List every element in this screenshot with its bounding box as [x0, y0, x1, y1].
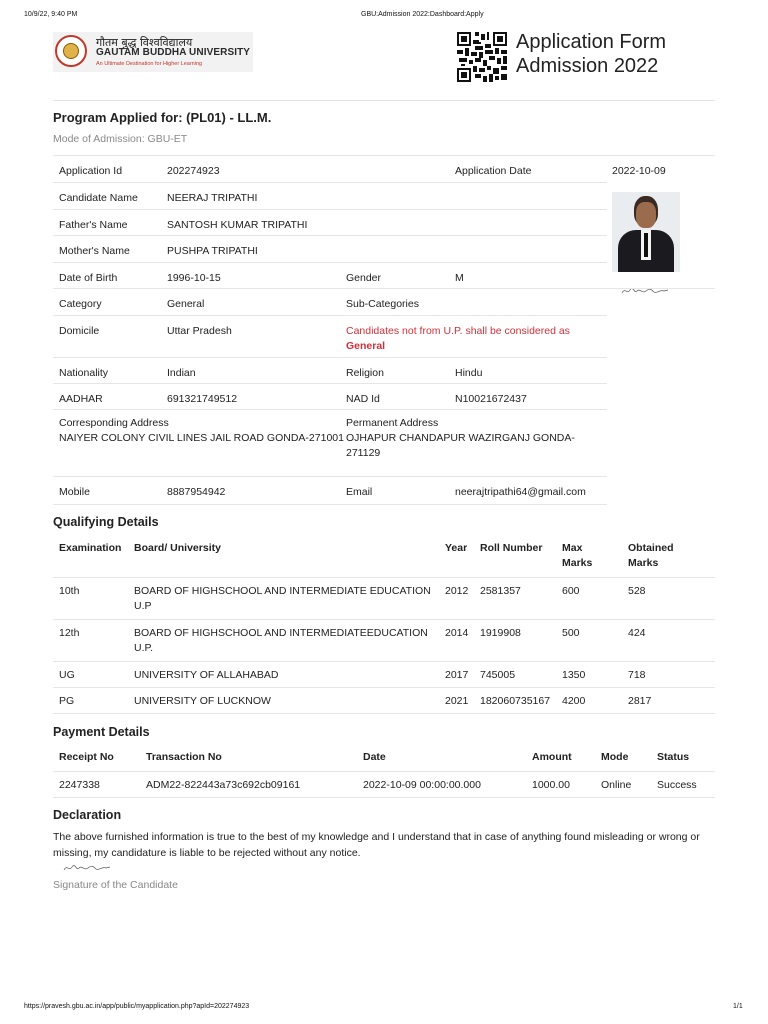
candidate-name-value: NEERAJ TRIPATHI: [167, 192, 258, 204]
table-end: [53, 713, 715, 714]
qualifying-header-max-1: Max: [562, 542, 583, 554]
qualifying-title: Qualifying Details: [53, 515, 159, 529]
qualifying-header-obtained: [628, 541, 674, 571]
father-name-label: Father's Name: [59, 219, 128, 231]
qualifying-header-max: [562, 541, 592, 571]
corr-address-label: Corresponding Address: [59, 417, 169, 429]
form-title-line1: Application Form: [516, 31, 667, 53]
details-row: [53, 409, 607, 459]
qualifying-roll: 2581357: [480, 585, 521, 597]
details-row: [53, 288, 607, 310]
religion-label: Religion: [346, 367, 384, 379]
qualifying-max: 600: [562, 585, 580, 597]
gender-value: M: [455, 272, 464, 284]
qualifying-exam: UG: [59, 669, 75, 681]
details-row-end: [53, 504, 607, 505]
dob-label: Date of Birth: [59, 272, 118, 284]
details-row: [53, 383, 607, 405]
nad-id-label: NAD Id: [346, 393, 380, 405]
table-end: [53, 797, 715, 798]
candidate-photo: [612, 192, 680, 272]
perm-address-value: [346, 431, 586, 461]
qualifying-table: [53, 541, 715, 714]
details-row: [53, 182, 607, 204]
university-tagline: An Ultimate Destination for Higher Learning: [96, 61, 203, 67]
payment-table: [53, 750, 715, 798]
domicile-value: Uttar Pradesh: [167, 325, 232, 337]
dob-value: 1996-10-15: [167, 272, 221, 284]
qualifying-board: UNIVERSITY OF LUCKNOW: [134, 695, 271, 707]
mobile-value: 8887954942: [167, 486, 226, 498]
qualifying-board: [134, 626, 434, 656]
table-row: [53, 619, 715, 654]
payment-date: 2022-10-09 00:00:00.000: [363, 779, 481, 791]
university-name: GAUTAM BUDDHA UNIVERSITY: [96, 47, 251, 58]
qualifying-exam: PG: [59, 695, 75, 707]
nationality-label: Nationality: [59, 367, 109, 379]
qualifying-board: UNIVERSITY OF ALLAHABAD: [134, 669, 279, 681]
university-seal-icon: [55, 35, 87, 67]
mother-name-value: PUSHPA TRIPATHI: [167, 245, 258, 257]
payment-header-date: Date: [363, 751, 386, 763]
qualifying-max: 500: [562, 627, 580, 639]
qualifying-obtained: 528: [628, 585, 646, 597]
mother-name-label: Mother's Name: [59, 245, 130, 257]
perm-address-line1: OJHAPUR CHANDAPUR WAZIRGANJ GONDA-: [346, 432, 575, 444]
qualifying-board-line1: BOARD OF HIGHSCHOOL AND INTERMEDIATE EDUCATION: [134, 585, 431, 597]
qualifying-board: [134, 584, 434, 614]
nad-id-value: N10021672437: [455, 393, 527, 405]
print-page-title: GBU:Admission 2022:Dashboard:Apply: [361, 11, 484, 18]
photo-divider: [607, 288, 715, 289]
qualifying-roll: 745005: [480, 669, 516, 681]
qualifying-obtained: 2817: [628, 695, 652, 707]
subcategories-label: Sub-Categories: [346, 298, 419, 310]
details-row: [53, 476, 607, 498]
signature-label: Signature of the Candidate: [53, 879, 178, 891]
qualifying-board-line2: U.P.: [134, 642, 154, 654]
perm-address-label: Permanent Address: [346, 417, 439, 429]
candidate-signature-icon: [62, 862, 112, 874]
print-datetime: 10/9/22, 9:40 PM: [24, 11, 78, 18]
form-title: [516, 30, 666, 78]
payment-mode: Online: [601, 779, 632, 791]
payment-header-status: Status: [657, 751, 690, 763]
payment-title: Payment Details: [53, 725, 150, 739]
photo-signature-icon: [620, 285, 670, 297]
qualifying-year: 2012: [445, 585, 469, 597]
payment-header-mode: Mode: [601, 751, 629, 763]
mobile-label: Mobile: [59, 486, 90, 498]
father-name-value: SANTOSH KUMAR TRIPATHI: [167, 219, 308, 231]
qualifying-header-exam: Examination: [59, 542, 122, 554]
gender-label: Gender: [346, 272, 382, 284]
print-url: https://pravesh.gbu.ac.in/app/public/myapplication.php?apId=202274923: [24, 1003, 250, 1010]
qualifying-obtained: 718: [628, 669, 646, 681]
qualifying-max: 1350: [562, 669, 586, 681]
form-title-line2: Admission 2022: [516, 55, 659, 77]
payment-header-receipt: Receipt No: [59, 751, 114, 763]
qualifying-exam: 10th: [59, 585, 80, 597]
qualifying-header-year: Year: [445, 542, 468, 554]
table-row: [53, 771, 715, 791]
qualifying-header-max-2: Marks: [562, 557, 593, 569]
qualifying-header-obtained-1: Obtained: [628, 542, 674, 554]
table-row: [53, 687, 715, 707]
payment-receipt: 2247338: [59, 779, 100, 791]
qualifying-exam: 12th: [59, 627, 80, 639]
payment-header-amount: Amount: [532, 751, 572, 763]
application-id-value: 202274923: [167, 165, 220, 177]
details-row: [53, 262, 607, 284]
declaration-title: Declaration: [53, 808, 122, 822]
qr-code-icon: [457, 32, 507, 82]
payment-status: Success: [657, 779, 697, 791]
category-value: General: [167, 298, 205, 310]
declaration-text: The above furnished information is true to the best of my knowledge and I understand that in case of anything found misleading or wrong or missing, my candidature is liable to be rejected without any notice.: [53, 831, 700, 859]
form-header: [53, 30, 715, 101]
corr-address-value: NAIYER COLONY CIVIL LINES JAIL ROAD GONDA-271001: [59, 432, 344, 444]
qualifying-board-line1: BOARD OF HIGHSCHOOL AND INTERMEDIATEEDUCATION: [134, 627, 428, 639]
nationality-value: Indian: [167, 367, 196, 379]
print-page-number: 1/1: [733, 1003, 743, 1010]
qualifying-obtained: 424: [628, 627, 646, 639]
domicile-label: Domicile: [59, 325, 100, 337]
religion-value: Hindu: [455, 367, 483, 379]
university-name-hindi: गौतम बुद्ध विश्वविद्यालय: [96, 36, 193, 49]
qualifying-year: 2014: [445, 627, 469, 639]
table-row: [53, 661, 715, 681]
domicile-note-text: Candidates not from U.P. shall be considered as: [346, 325, 570, 337]
qualifying-header-roll: Roll Number: [480, 542, 543, 554]
domicile-note-general: General: [346, 340, 386, 352]
table-row: [53, 577, 715, 612]
qualifying-year: 2021: [445, 695, 469, 707]
payment-amount: 1000.00: [532, 779, 570, 791]
perm-address-line2: 271129: [346, 447, 381, 459]
qualifying-header-obtained-2: Marks: [628, 557, 659, 569]
candidate-name-label: Candidate Name: [59, 192, 138, 204]
email-label: Email: [346, 486, 373, 498]
mode-of-admission: Mode of Admission: GBU-ET: [53, 133, 188, 145]
qualifying-roll: 1919908: [480, 627, 521, 639]
details-row: [53, 209, 607, 231]
qualifying-roll: 182060735167: [480, 695, 551, 707]
program-applied: Program Applied for: (PL01) - LL.M.: [53, 110, 272, 125]
domicile-note: [346, 324, 596, 354]
qualifying-board-line2: U.P: [134, 600, 152, 612]
email-value: neerajtripathi64@gmail.com: [455, 486, 586, 498]
qualifying-header-board: Board/ University: [134, 542, 221, 554]
category-label: Category: [59, 298, 102, 310]
university-logo: [53, 32, 253, 72]
payment-transaction: ADM22-822443a73c692cb09161: [146, 779, 301, 791]
aadhar-label: AADHAR: [59, 393, 103, 405]
details-row: [53, 235, 607, 257]
aadhar-value: 691321749512: [167, 393, 238, 405]
application-date-label: Application Date: [455, 165, 532, 177]
details-row: [53, 155, 715, 177]
details-row: [53, 315, 607, 352]
qualifying-max: 4200: [562, 695, 586, 707]
application-date-value: 2022-10-09: [612, 165, 666, 177]
application-id-label: Application Id: [59, 165, 123, 177]
payment-header-transaction: Transaction No: [146, 751, 222, 763]
details-row: [53, 357, 607, 379]
qualifying-year: 2017: [445, 669, 469, 681]
